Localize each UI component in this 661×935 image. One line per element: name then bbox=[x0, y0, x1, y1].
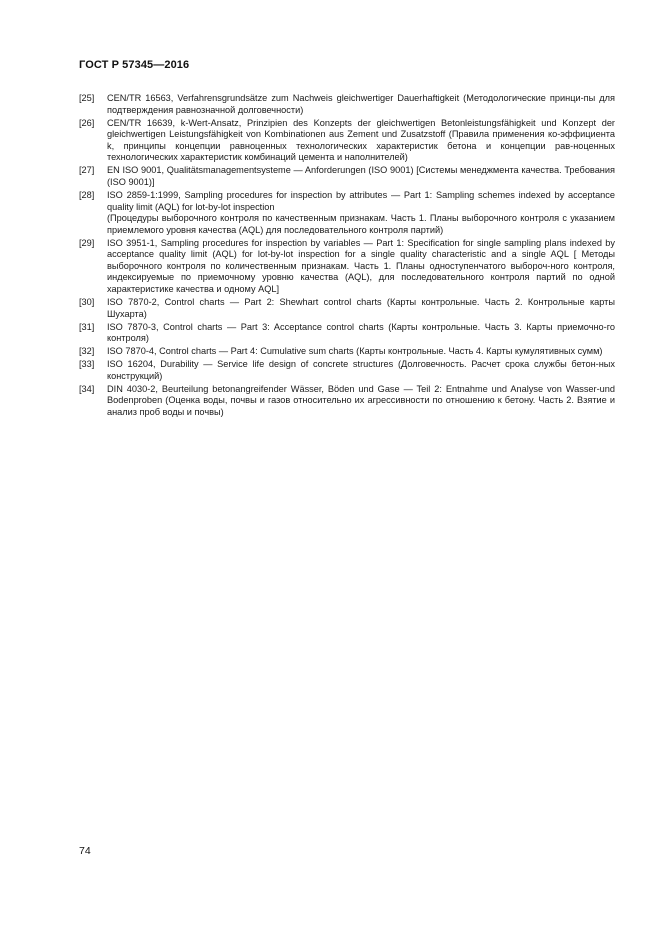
reference-line: (Процедуры выборочного контроля по качественным признакам. Часть 1. Планы выборочного контроля с указанием приемлемого уровня качества (AQL) для последовательного контроля партий) bbox=[107, 213, 615, 235]
reference-line: ISO 7870-3, Control charts — Part 3: Acceptance control charts (Карты контрольные. Часть 3. Карты приемочно-го контроля) bbox=[107, 321, 615, 344]
reference-item-29 bbox=[79, 238, 615, 296]
reference-line: ISO 7870-2, Control charts — Part 2: Shewhart control charts (Карты контрольные. Часть 2. Контрольные карты Шухарта) bbox=[107, 297, 615, 319]
reference-item-27 bbox=[79, 165, 615, 188]
reference-item-34 bbox=[79, 384, 615, 419]
reference-line: ISO 16204, Durability — Service life design of concrete structures (Долговечность. Расчет срока службы бетон-ных конструкций) bbox=[107, 359, 615, 381]
reference-line: ISO 7870-4, Control charts — Part 4: Cumulative sum charts (Карты контрольные. Часть 4. Карты кумулятивных сумм) bbox=[107, 346, 603, 357]
reference-text bbox=[107, 165, 615, 188]
reference-line: ISO 3951-1, Sampling procedures for inspection by variables — Part 1: Specification for single sampling plans indexed by acceptance quality limit (AQL) for lot-by-lot inspection for a single quality characteristic and a single AQL [ Методы выборочного контроля по количественным признакам. Часть 1. Планы одноступенчатого выбороч-ного контроля, индексируемые по приемочному уровню качества (AQL), для последовательного контроля партий по одной характеристике качества и одному AQL] bbox=[107, 237, 615, 295]
reference-item-28 bbox=[79, 190, 615, 236]
reference-text bbox=[107, 190, 615, 236]
reference-line: DIN 4030-2, Beurteilung betonangreifender Wässer, Böden und Gase — Teil 2: Entnahme und Analyse von Wasser-und Bodenproben (Оценка воды, почвы и газов относительно их агрессивности по отношению к бетону. Часть 2. Взятие и анализ проб воды и почвы) bbox=[107, 383, 615, 417]
reference-line: ISO 2859-1:1999, Sampling procedures for inspection by attributes — Part 1: Sampling schemes indexed by acceptance quality limit (AQL) for lot-by-lot inspection bbox=[107, 189, 615, 212]
reference-line: CEN/TR 16639, k-Wert-Ansatz, Prinzipien des Konzepts der gleichwertigen Betonleistungsfähigkeit und Konzept der gleichwertigen Leistungsfähigkeit von Kombinationen aus Zement und Zusatzstoff (Правила применения ко-эффициента k, принципы концепции равноценных технологических характеристик бетона и концепции рав-ноценных технологических характеристик комбинаций цемента и наполнителей) bbox=[107, 117, 615, 163]
reference-number: [29] bbox=[79, 237, 95, 248]
reference-text bbox=[107, 297, 615, 320]
reference-number: [31] bbox=[79, 321, 95, 332]
reference-number: [34] bbox=[79, 383, 95, 394]
reference-number: [25] bbox=[79, 93, 95, 103]
bibliography-list bbox=[79, 93, 615, 420]
reference-item-25 bbox=[79, 93, 615, 116]
reference-line: EN ISO 9001, Qualitätsmanagementsysteme — Anforderungen (ISO 9001) [Системы менеджмента качества. Требования (ISO 9001)] bbox=[107, 165, 615, 187]
reference-item-32 bbox=[79, 346, 615, 358]
reference-number: [28] bbox=[79, 189, 95, 200]
reference-line: CEN/TR 16563, Verfahrensgrundsätze zum Nachweis gleichwertiger Dauerhaftigkeit (Методологические принци-пы для подтверждения равнозначной долговечности) bbox=[107, 93, 615, 115]
reference-number: [27] bbox=[79, 165, 95, 176]
reference-text bbox=[107, 238, 615, 296]
reference-number: [30] bbox=[79, 297, 95, 308]
reference-text bbox=[107, 118, 615, 164]
reference-text bbox=[107, 93, 615, 116]
page-number: 74 bbox=[79, 845, 91, 857]
page-header-title: ГОСТ Р 57345—2016 bbox=[79, 59, 190, 71]
reference-item-31 bbox=[79, 322, 615, 345]
reference-number: [26] bbox=[79, 117, 95, 128]
reference-item-33 bbox=[79, 359, 615, 382]
reference-text bbox=[107, 359, 615, 382]
reference-item-30 bbox=[79, 297, 615, 320]
reference-text bbox=[107, 384, 615, 419]
reference-item-26 bbox=[79, 118, 615, 164]
reference-text bbox=[107, 346, 615, 358]
reference-text bbox=[107, 322, 615, 345]
reference-number: [32] bbox=[79, 346, 95, 357]
reference-number: [33] bbox=[79, 359, 95, 370]
